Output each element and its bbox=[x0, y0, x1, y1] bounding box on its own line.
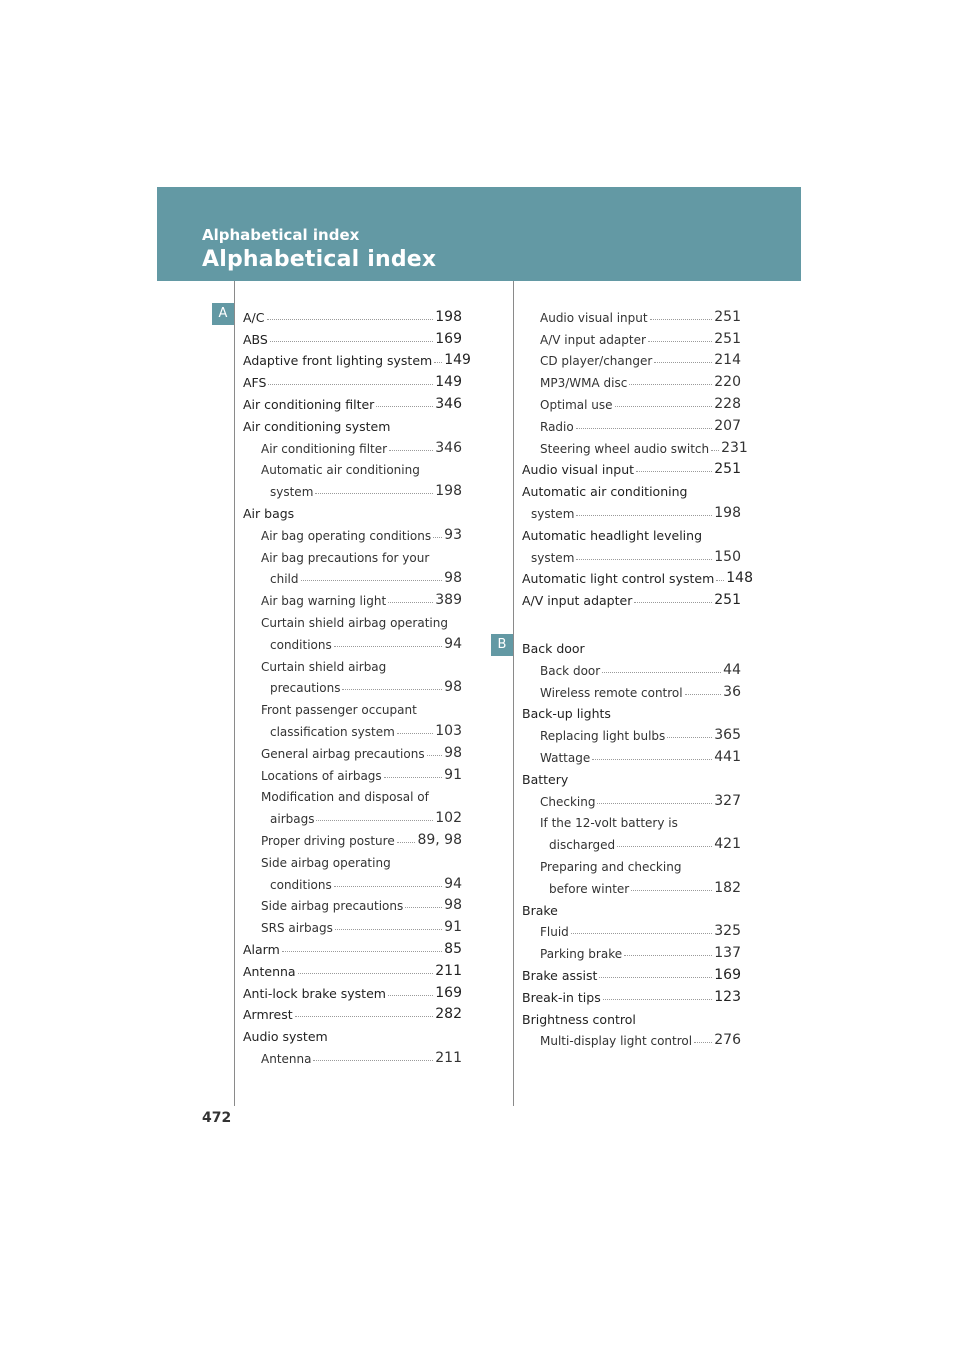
index-entry bbox=[522, 412, 741, 434]
leader-dots bbox=[631, 890, 712, 891]
leader-dots bbox=[603, 999, 713, 1000]
index-entry bbox=[522, 656, 741, 678]
leader-dots bbox=[592, 759, 712, 760]
leader-dots bbox=[571, 933, 712, 934]
index-entry bbox=[243, 390, 462, 412]
index-entry bbox=[243, 848, 462, 870]
index-term: Air conditioning system bbox=[243, 418, 391, 434]
index-entry bbox=[243, 586, 462, 608]
index-term: system bbox=[531, 506, 575, 521]
page-reference: 93 bbox=[444, 526, 462, 543]
index-term: airbags bbox=[270, 812, 315, 827]
page-reference: 44 bbox=[723, 661, 741, 678]
index-entry bbox=[243, 1001, 462, 1023]
page-reference: 207 bbox=[714, 417, 741, 434]
leader-dots bbox=[268, 384, 433, 385]
index-entry bbox=[243, 1044, 462, 1066]
leader-dots bbox=[298, 973, 434, 974]
index-entry bbox=[243, 543, 462, 565]
index-entry bbox=[243, 674, 462, 696]
page-reference: 169 bbox=[714, 966, 741, 983]
index-term: If the 12-volt battery is bbox=[540, 816, 678, 831]
index-entry bbox=[522, 586, 741, 608]
page-reference: 102 bbox=[435, 810, 462, 827]
index-term: MP3/WMA disc bbox=[540, 376, 628, 391]
page-reference: 103 bbox=[435, 722, 462, 739]
leader-dots bbox=[295, 1016, 434, 1017]
page-reference: 182 bbox=[714, 879, 741, 896]
leader-dots bbox=[335, 929, 442, 930]
index-entry bbox=[522, 565, 753, 587]
page-reference: 98 bbox=[444, 744, 462, 761]
index-entry bbox=[243, 521, 462, 543]
index-term: Audio system bbox=[243, 1029, 328, 1045]
index-entry bbox=[243, 761, 462, 783]
index-entry bbox=[243, 892, 462, 914]
index-term: Steering wheel audio switch bbox=[540, 441, 710, 456]
index-term: Break-in tips bbox=[522, 989, 601, 1005]
index-entry bbox=[243, 717, 462, 739]
index-term: Wattage bbox=[540, 750, 591, 765]
index-entry bbox=[522, 456, 741, 478]
index-entry bbox=[243, 477, 462, 499]
index-term: Replacing light bulbs bbox=[540, 729, 666, 744]
index-term: Wireless remote control bbox=[540, 685, 683, 700]
leader-dots bbox=[315, 493, 433, 494]
index-term: Armrest bbox=[243, 1007, 293, 1023]
index-entry bbox=[243, 303, 462, 325]
index-entry bbox=[522, 787, 741, 809]
leader-dots bbox=[316, 820, 433, 821]
index-term: Back door bbox=[522, 640, 585, 656]
index-entry bbox=[243, 608, 462, 630]
leader-dots bbox=[650, 319, 713, 320]
section-label: Alphabetical index bbox=[202, 226, 360, 244]
index-term: child bbox=[270, 572, 299, 587]
section-letter-b: B bbox=[491, 634, 513, 656]
index-entry bbox=[243, 630, 462, 652]
index-term: Adaptive front lighting system bbox=[243, 353, 433, 369]
index-term: Back door bbox=[540, 663, 601, 678]
index-entry bbox=[522, 543, 741, 565]
index-entry bbox=[243, 434, 462, 456]
index-term: Multi-display light control bbox=[540, 1034, 693, 1049]
leader-dots bbox=[597, 803, 712, 804]
leader-dots bbox=[434, 362, 442, 363]
index-entry bbox=[243, 1022, 462, 1044]
page-reference: 346 bbox=[435, 395, 462, 412]
index-entry bbox=[243, 957, 462, 979]
index-entry bbox=[522, 918, 741, 940]
index-entry bbox=[243, 412, 462, 434]
leader-dots bbox=[388, 602, 433, 603]
index-term: A/V input adapter bbox=[522, 593, 633, 609]
leader-dots bbox=[648, 341, 712, 342]
leader-dots bbox=[716, 580, 724, 581]
page-reference: 251 bbox=[714, 330, 741, 347]
leader-dots bbox=[576, 559, 712, 560]
leader-dots bbox=[267, 319, 434, 320]
index-entry bbox=[522, 634, 741, 656]
page-reference: 94 bbox=[444, 635, 462, 652]
index-term: Audio visual input bbox=[540, 310, 648, 325]
index-term: Antenna bbox=[261, 1051, 312, 1066]
index-term: Air bag warning light bbox=[261, 594, 387, 609]
page-reference: 149 bbox=[435, 374, 462, 391]
page-reference: 149 bbox=[444, 352, 471, 369]
section-gap bbox=[522, 608, 741, 634]
index-entry bbox=[522, 477, 741, 499]
page-reference: 123 bbox=[714, 988, 741, 1005]
leader-dots bbox=[636, 471, 712, 472]
page-reference: 98 bbox=[444, 570, 462, 587]
index-term: before winter bbox=[549, 881, 630, 896]
page-reference: 91 bbox=[444, 766, 462, 783]
index-term: conditions bbox=[270, 877, 332, 892]
index-entry bbox=[522, 499, 741, 521]
leader-dots bbox=[376, 406, 433, 407]
leader-dots bbox=[576, 515, 712, 516]
index-term: Audio visual input bbox=[522, 462, 635, 478]
page-reference: 211 bbox=[435, 962, 462, 979]
index-term: Air bags bbox=[243, 505, 295, 521]
index-term: classification system bbox=[270, 724, 395, 739]
page-reference: 327 bbox=[714, 792, 741, 809]
leader-dots bbox=[629, 384, 712, 385]
page-reference: 251 bbox=[714, 461, 741, 478]
page-reference: 36 bbox=[723, 683, 741, 700]
index-term: Battery bbox=[522, 771, 569, 787]
index-term: Alarm bbox=[243, 941, 280, 957]
leader-dots bbox=[389, 450, 433, 451]
index-entry bbox=[522, 390, 741, 412]
leader-dots bbox=[694, 1042, 712, 1043]
index-term: Locations of airbags bbox=[261, 768, 382, 783]
index-term: Automatic headlight leveling bbox=[522, 527, 703, 543]
index-term: General airbag precautions bbox=[261, 746, 425, 761]
leader-dots bbox=[282, 951, 442, 952]
page-number: 472 bbox=[202, 1110, 232, 1126]
index-entry bbox=[522, 830, 741, 852]
index-entry bbox=[243, 739, 462, 761]
leader-dots bbox=[270, 341, 433, 342]
page-reference: 441 bbox=[714, 748, 741, 765]
leader-dots bbox=[624, 955, 712, 956]
index-entry bbox=[522, 521, 741, 543]
leader-dots bbox=[602, 672, 721, 673]
column-rule-right bbox=[513, 281, 514, 1106]
index-term: Optimal use bbox=[540, 397, 613, 412]
index-term: Brightness control bbox=[522, 1011, 636, 1027]
index-term: discharged bbox=[549, 838, 616, 853]
index-term: Side airbag precautions bbox=[261, 899, 404, 914]
index-term: system bbox=[531, 550, 575, 565]
leader-dots bbox=[617, 846, 712, 847]
index-entry bbox=[243, 368, 462, 390]
index-entry bbox=[522, 325, 741, 347]
page-reference: 346 bbox=[435, 439, 462, 456]
leader-dots bbox=[433, 537, 442, 538]
page-reference: 91 bbox=[444, 919, 462, 936]
index-entry bbox=[243, 783, 462, 805]
index-entry bbox=[243, 979, 462, 1001]
index-term: SRS airbags bbox=[261, 921, 333, 936]
index-term: Air bag operating conditions bbox=[261, 528, 432, 543]
page-reference: 169 bbox=[435, 984, 462, 1001]
leader-dots bbox=[384, 777, 443, 778]
index-term: A/C bbox=[243, 309, 265, 325]
page-reference: 150 bbox=[714, 548, 741, 565]
column-rule-left bbox=[234, 281, 235, 1106]
page-reference: 389 bbox=[435, 592, 462, 609]
leader-dots bbox=[615, 406, 713, 407]
page-header bbox=[157, 187, 801, 281]
index-entry bbox=[522, 347, 741, 369]
index-term: Air bag precautions for your bbox=[261, 550, 430, 565]
index-entry bbox=[522, 896, 741, 918]
index-entry bbox=[522, 1005, 741, 1027]
index-term: Parking brake bbox=[540, 947, 623, 962]
index-term: Side airbag operating bbox=[261, 855, 391, 870]
index-entry bbox=[243, 870, 462, 892]
index-term: Radio bbox=[540, 419, 574, 434]
leader-dots bbox=[634, 602, 712, 603]
leader-dots bbox=[599, 977, 712, 978]
leader-dots bbox=[334, 646, 442, 647]
index-term: system bbox=[270, 485, 314, 500]
index-term: A/V input adapter bbox=[540, 332, 646, 347]
page-reference: 94 bbox=[444, 875, 462, 892]
index-term: Automatic light control system bbox=[522, 571, 715, 587]
index-entry bbox=[522, 743, 741, 765]
index-entry bbox=[522, 1027, 741, 1049]
page-reference: 251 bbox=[714, 592, 741, 609]
leader-dots bbox=[397, 842, 416, 843]
leader-dots bbox=[313, 1060, 433, 1061]
index-term: Automatic air conditioning bbox=[522, 484, 688, 500]
index-term: Brake bbox=[522, 902, 558, 918]
leader-dots bbox=[654, 362, 712, 363]
section-letter-a: A bbox=[212, 303, 234, 325]
page-reference: 98 bbox=[444, 679, 462, 696]
index-entry bbox=[522, 678, 741, 700]
index-term: Anti-lock brake system bbox=[243, 985, 386, 1001]
page-reference: 228 bbox=[714, 395, 741, 412]
page-reference: 251 bbox=[714, 308, 741, 325]
index-term: Back-up lights bbox=[522, 706, 611, 722]
leader-dots bbox=[397, 733, 433, 734]
index-term: AFS bbox=[243, 375, 267, 391]
index-term: precautions bbox=[270, 681, 341, 696]
index-entry bbox=[522, 721, 741, 743]
index-entry bbox=[243, 935, 462, 957]
index-entry bbox=[243, 347, 471, 369]
index-entry bbox=[243, 456, 462, 478]
index-column-left bbox=[243, 303, 471, 1066]
page-reference: 85 bbox=[444, 940, 462, 957]
index-term: ABS bbox=[243, 331, 268, 347]
index-term: Antenna bbox=[243, 963, 296, 979]
index-entry bbox=[522, 303, 741, 325]
index-entry bbox=[243, 695, 462, 717]
page-reference: 98 bbox=[444, 897, 462, 914]
leader-dots bbox=[667, 737, 712, 738]
index-term: CD player/changer bbox=[540, 354, 653, 369]
page-reference: 198 bbox=[714, 504, 741, 521]
page-reference: 137 bbox=[714, 945, 741, 962]
index-term: Curtain shield airbag operating bbox=[261, 615, 448, 630]
index-term: Automatic air conditioning bbox=[261, 463, 420, 478]
page-reference: 198 bbox=[435, 483, 462, 500]
index-entry bbox=[522, 961, 741, 983]
index-entry bbox=[243, 826, 462, 848]
leader-dots bbox=[685, 694, 722, 695]
index-term: Front passenger occupant bbox=[261, 703, 417, 718]
page-reference: 365 bbox=[714, 727, 741, 744]
index-term: Fluid bbox=[540, 925, 569, 940]
index-entry bbox=[243, 499, 462, 521]
page-reference: 282 bbox=[435, 1006, 462, 1023]
index-entry bbox=[243, 804, 462, 826]
page-reference: 169 bbox=[435, 330, 462, 347]
index-term: Air conditioning filter bbox=[243, 396, 375, 412]
index-entry bbox=[243, 565, 462, 587]
index-term: Air conditioning filter bbox=[261, 441, 388, 456]
leader-dots bbox=[711, 450, 719, 451]
page-title: Alphabetical index bbox=[202, 247, 437, 272]
index-term: conditions bbox=[270, 637, 332, 652]
page-reference: 211 bbox=[435, 1049, 462, 1066]
leader-dots bbox=[576, 428, 713, 429]
leader-dots bbox=[301, 580, 443, 581]
index-entry bbox=[522, 368, 741, 390]
index-entry bbox=[243, 325, 462, 347]
page-reference: 231 bbox=[721, 439, 748, 456]
page-reference: 214 bbox=[714, 352, 741, 369]
index-entry bbox=[522, 765, 741, 787]
index-term: Modification and disposal of bbox=[261, 790, 429, 805]
index-term: Checking bbox=[540, 794, 596, 809]
page-reference: 89, 98 bbox=[417, 831, 462, 848]
index-entry bbox=[522, 874, 741, 896]
index-entry bbox=[243, 652, 462, 674]
leader-dots bbox=[405, 907, 442, 908]
page-reference: 276 bbox=[714, 1032, 741, 1049]
index-entry bbox=[522, 434, 748, 456]
index-column-right bbox=[522, 303, 753, 1049]
page-reference: 421 bbox=[714, 836, 741, 853]
leader-dots bbox=[342, 689, 442, 690]
index-term: Curtain shield airbag bbox=[261, 659, 387, 674]
index-entry bbox=[522, 852, 741, 874]
page-reference: 325 bbox=[714, 923, 741, 940]
leader-dots bbox=[427, 755, 443, 756]
page-reference: 198 bbox=[435, 308, 462, 325]
index-entry bbox=[522, 700, 741, 722]
page-reference: 148 bbox=[726, 570, 753, 587]
index-entry bbox=[522, 983, 741, 1005]
index-entry bbox=[522, 809, 741, 831]
page-reference: 220 bbox=[714, 374, 741, 391]
index-term: Brake assist bbox=[522, 967, 598, 983]
index-entry bbox=[243, 913, 462, 935]
leader-dots bbox=[388, 995, 433, 996]
index-term: Proper driving posture bbox=[261, 833, 395, 848]
leader-dots bbox=[334, 886, 442, 887]
index-term: Preparing and checking bbox=[540, 859, 682, 874]
index-entry bbox=[522, 939, 741, 961]
